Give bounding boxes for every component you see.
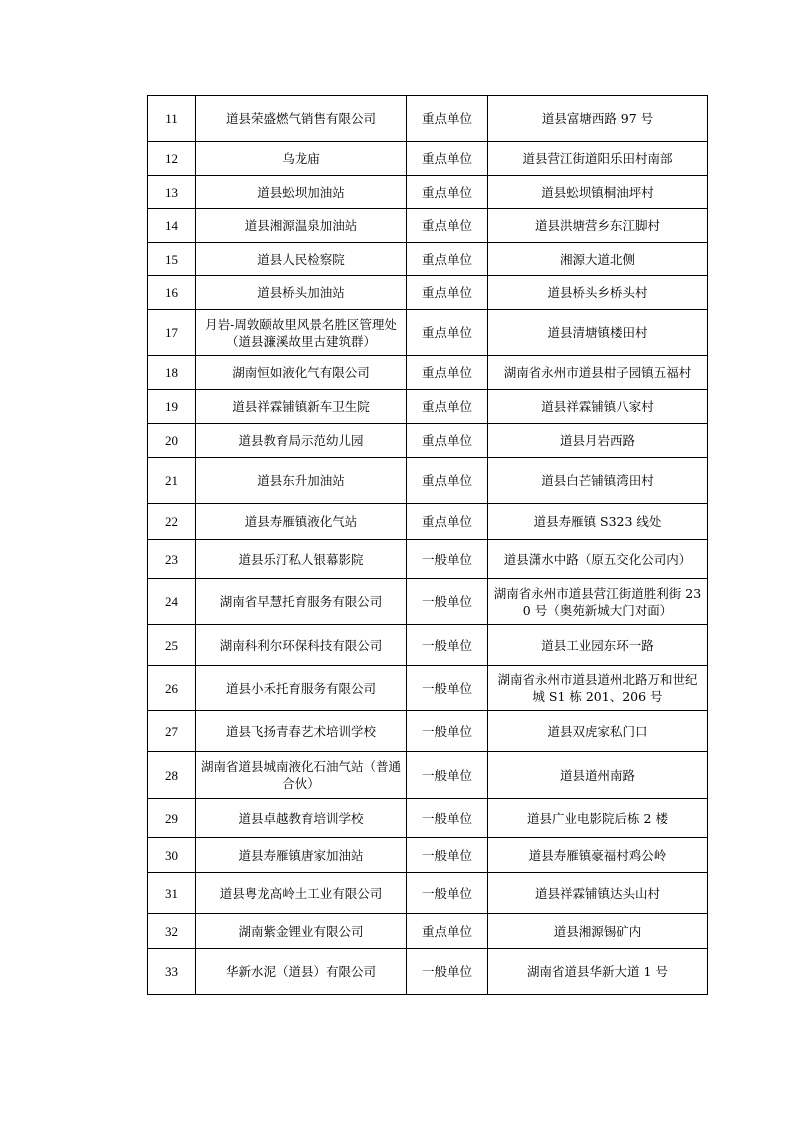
- table-row: [148, 873, 708, 914]
- unit-category: 重点单位: [407, 243, 488, 276]
- unit-address: 道县寿雁镇豪福村鸡公岭: [488, 838, 708, 873]
- table-row: [148, 504, 708, 540]
- row-number: 15: [148, 243, 196, 276]
- unit-category: 重点单位: [407, 390, 488, 424]
- unit-address: 湖南省永州市道县道州北路万和世纪城 S1 栋 201、206 号: [488, 666, 708, 711]
- unit-category: 重点单位: [407, 424, 488, 458]
- unit-address: 道县广业电影院后栋 2 楼: [488, 799, 708, 838]
- unit-table: [147, 95, 708, 995]
- unit-category: 重点单位: [407, 142, 488, 176]
- unit-category: 重点单位: [407, 96, 488, 142]
- table-row: [148, 799, 708, 838]
- unit-category: 一般单位: [407, 873, 488, 914]
- table-row: [148, 209, 708, 243]
- unit-category: 一般单位: [407, 666, 488, 711]
- table-row: [148, 752, 708, 799]
- unit-name: 湖南紫金锂业有限公司: [196, 914, 407, 949]
- table-body: [148, 96, 708, 995]
- table-row: [148, 176, 708, 209]
- unit-address: 道县道州南路: [488, 752, 708, 799]
- unit-category: 重点单位: [407, 310, 488, 356]
- unit-name: 道县卓越教育培训学校: [196, 799, 407, 838]
- unit-name: 道县荣盛燃气销售有限公司: [196, 96, 407, 142]
- unit-category: 重点单位: [407, 176, 488, 209]
- row-number: 27: [148, 711, 196, 752]
- unit-address: 道县富塘西路 97 号: [488, 96, 708, 142]
- row-number: 24: [148, 579, 196, 625]
- unit-name: 道县蚣坝加油站: [196, 176, 407, 209]
- row-number: 17: [148, 310, 196, 356]
- unit-address: 道县双虎家私门口: [488, 711, 708, 752]
- row-number: 14: [148, 209, 196, 243]
- table-row: [148, 96, 708, 142]
- unit-address: 湖南省永州市道县柑子园镇五福村: [488, 356, 708, 390]
- table-row: [148, 625, 708, 666]
- table-row: [148, 666, 708, 711]
- unit-name: 道县寿雁镇唐家加油站: [196, 838, 407, 873]
- unit-address: 道县祥霖铺镇达头山村: [488, 873, 708, 914]
- unit-name: 道县粤龙高岭土工业有限公司: [196, 873, 407, 914]
- row-number: 23: [148, 540, 196, 579]
- unit-name: 道县桥头加油站: [196, 276, 407, 310]
- unit-category: 一般单位: [407, 711, 488, 752]
- table-row: [148, 390, 708, 424]
- unit-category: 重点单位: [407, 504, 488, 540]
- table-row: [148, 579, 708, 625]
- row-number: 13: [148, 176, 196, 209]
- unit-category: 重点单位: [407, 458, 488, 504]
- table-row: [148, 356, 708, 390]
- table-row: [148, 838, 708, 873]
- unit-address: 道县潇水中路（原五交化公司内）: [488, 540, 708, 579]
- unit-category: 重点单位: [407, 914, 488, 949]
- unit-category: 一般单位: [407, 838, 488, 873]
- unit-address: 道县蚣坝镇桐油坪村: [488, 176, 708, 209]
- table-row: [148, 540, 708, 579]
- unit-name: 道县祥霖铺镇新车卫生院: [196, 390, 407, 424]
- unit-address: 道县桥头乡桥头村: [488, 276, 708, 310]
- row-number: 29: [148, 799, 196, 838]
- table-row: [148, 949, 708, 995]
- unit-name: 道县人民检察院: [196, 243, 407, 276]
- unit-category: 一般单位: [407, 799, 488, 838]
- unit-address: 道县月岩西路: [488, 424, 708, 458]
- row-number: 22: [148, 504, 196, 540]
- unit-address: 道县清塘镇楼田村: [488, 310, 708, 356]
- row-number: 16: [148, 276, 196, 310]
- row-number: 12: [148, 142, 196, 176]
- row-number: 33: [148, 949, 196, 995]
- table-row: [148, 142, 708, 176]
- unit-name: 道县教育局示范幼儿园: [196, 424, 407, 458]
- unit-category: 重点单位: [407, 209, 488, 243]
- unit-address: 道县湘源锡矿内: [488, 914, 708, 949]
- unit-category: 重点单位: [407, 276, 488, 310]
- unit-name: 湖南省道县城南液化石油气站（普通合伙）: [196, 752, 407, 799]
- unit-name: 道县寿雁镇液化气站: [196, 504, 407, 540]
- table-row: [148, 711, 708, 752]
- row-number: 31: [148, 873, 196, 914]
- unit-name: 道县飞扬青春艺术培训学校: [196, 711, 407, 752]
- row-number: 26: [148, 666, 196, 711]
- unit-category: 一般单位: [407, 625, 488, 666]
- row-number: 28: [148, 752, 196, 799]
- unit-category: 一般单位: [407, 949, 488, 995]
- unit-name: 湖南省早慧托育服务有限公司: [196, 579, 407, 625]
- unit-name: 道县东升加油站: [196, 458, 407, 504]
- unit-address: 湖南省永州市道县营江街道胜利街 230 号（奥苑新城大门对面）: [488, 579, 708, 625]
- unit-category: 一般单位: [407, 752, 488, 799]
- table-row: [148, 914, 708, 949]
- unit-address: 道县洪塘营乡东江脚村: [488, 209, 708, 243]
- unit-address: 道县白芒铺镇湾田村: [488, 458, 708, 504]
- unit-address: 道县寿雁镇 S323 线处: [488, 504, 708, 540]
- unit-address: 湘源大道北侧: [488, 243, 708, 276]
- unit-name: 道县湘源温泉加油站: [196, 209, 407, 243]
- unit-name: 乌龙庙: [196, 142, 407, 176]
- unit-address: 道县祥霖铺镇八家村: [488, 390, 708, 424]
- unit-category: 重点单位: [407, 356, 488, 390]
- row-number: 21: [148, 458, 196, 504]
- unit-category: 一般单位: [407, 540, 488, 579]
- table-row: [148, 276, 708, 310]
- row-number: 18: [148, 356, 196, 390]
- table-row: [148, 424, 708, 458]
- table-row: [148, 243, 708, 276]
- table-row: [148, 458, 708, 504]
- unit-name: 道县小禾托育服务有限公司: [196, 666, 407, 711]
- row-number: 11: [148, 96, 196, 142]
- unit-category: 一般单位: [407, 579, 488, 625]
- table-row: [148, 310, 708, 356]
- row-number: 25: [148, 625, 196, 666]
- row-number: 32: [148, 914, 196, 949]
- unit-name: 道县乐汀私人银幕影院: [196, 540, 407, 579]
- unit-name: 湖南恒如液化气有限公司: [196, 356, 407, 390]
- unit-address: 道县工业园东环一路: [488, 625, 708, 666]
- unit-address: 道县营江街道阳乐田村南部: [488, 142, 708, 176]
- row-number: 30: [148, 838, 196, 873]
- unit-name: 月岩-周敦颐故里风景名胜区管理处（道县濂溪故里古建筑群）: [196, 310, 407, 356]
- row-number: 20: [148, 424, 196, 458]
- unit-name: 湖南科利尔环保科技有限公司: [196, 625, 407, 666]
- unit-address: 湖南省道县华新大道 1 号: [488, 949, 708, 995]
- row-number: 19: [148, 390, 196, 424]
- unit-name: 华新水泥（道县）有限公司: [196, 949, 407, 995]
